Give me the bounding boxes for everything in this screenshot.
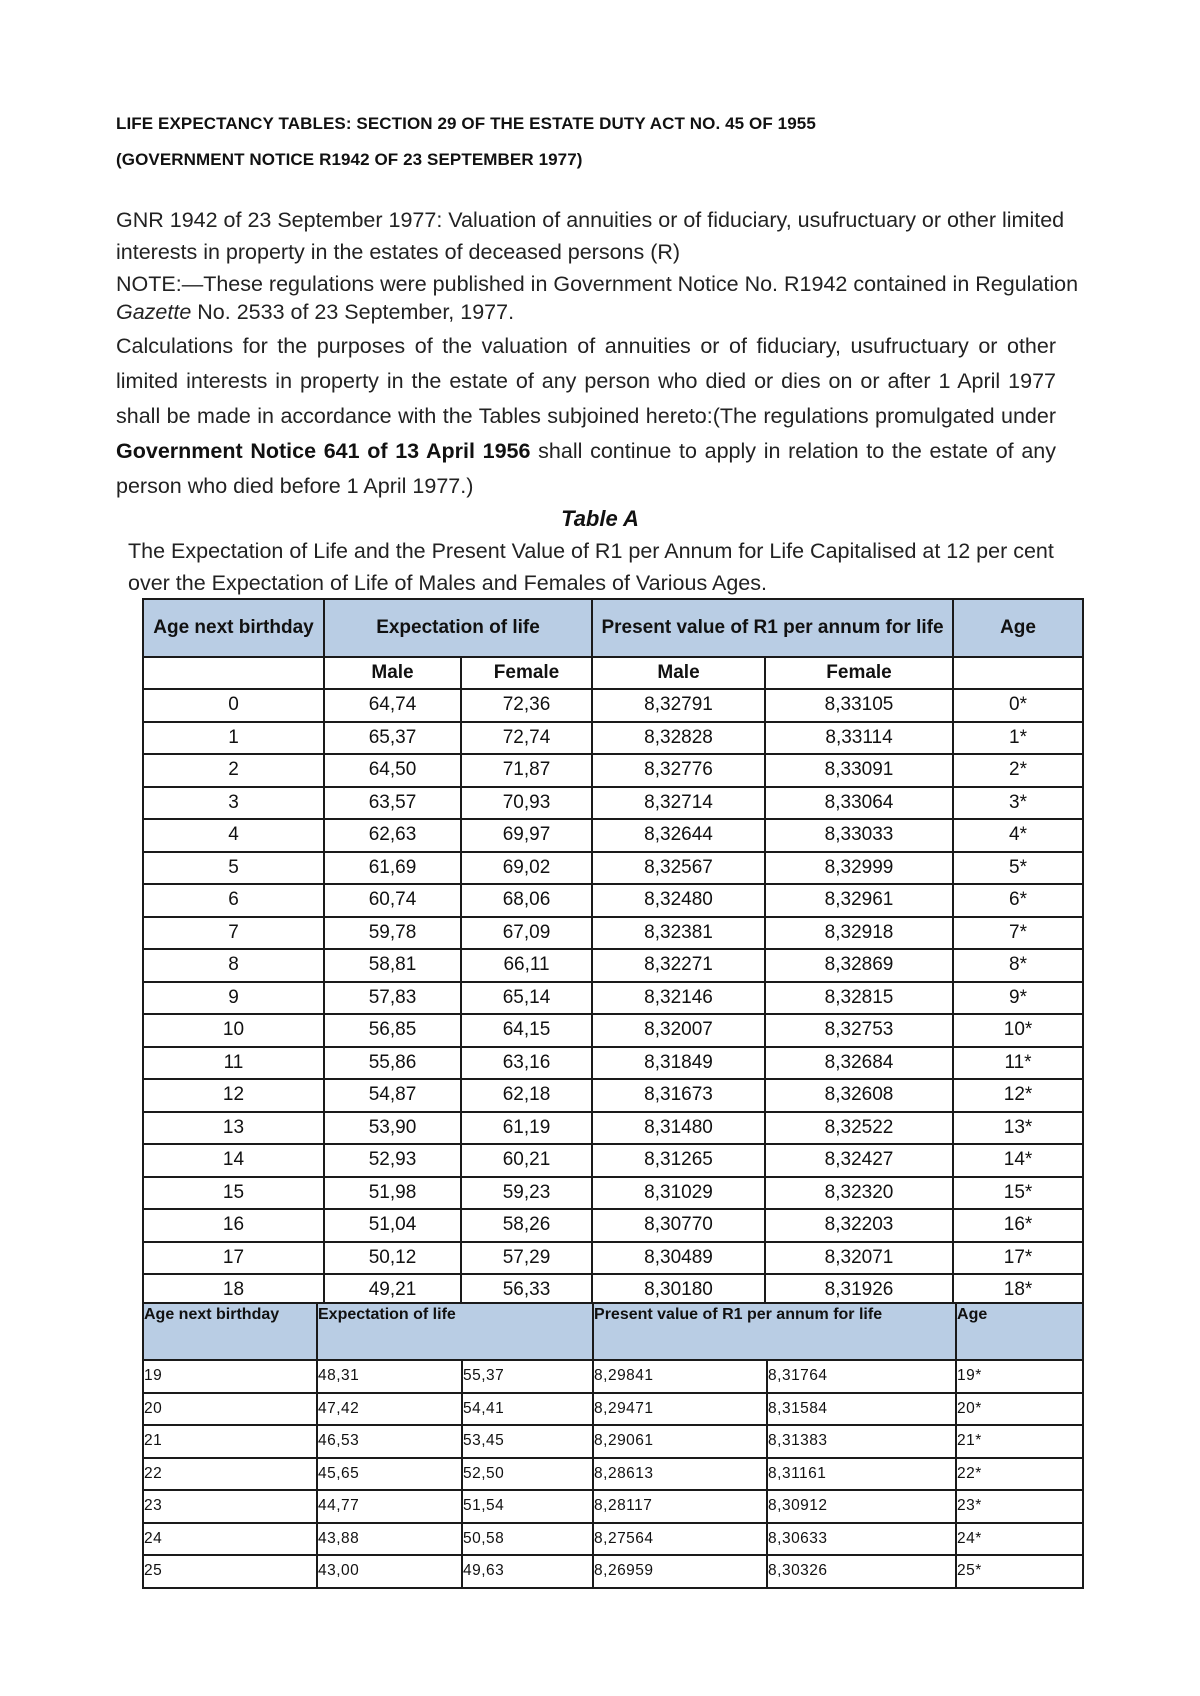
cell-expectation-female: 52,50: [462, 1458, 593, 1491]
table-row: [143, 1014, 1083, 1047]
cell-age: 14*: [953, 1144, 1083, 1177]
cell-expectation-male: 64,50: [324, 754, 461, 787]
cell-age-next-birthday: 2: [143, 754, 324, 787]
cell-value-female: 8,33114: [765, 722, 953, 755]
cell-expectation-female: 50,58: [462, 1523, 593, 1556]
cell-value-male: 8,29061: [593, 1425, 767, 1458]
cell-value-female: 8,33033: [765, 819, 953, 852]
cell-age: 20*: [956, 1393, 1083, 1426]
table-b-header-row: [143, 1303, 1083, 1360]
cell-age: 21*: [956, 1425, 1083, 1458]
cell-value-female: 8,32815: [765, 982, 953, 1015]
cell-age-next-birthday: 16: [143, 1209, 324, 1242]
cell-value-female: 8,30633: [767, 1523, 956, 1556]
cell-age: 15*: [953, 1177, 1083, 1210]
table-row: [143, 1144, 1083, 1177]
cell-value-female: 8,31764: [767, 1360, 956, 1393]
cell-value-female: 8,32320: [765, 1177, 953, 1210]
cell-age: 12*: [953, 1079, 1083, 1112]
cell-expectation-female: 71,87: [461, 754, 592, 787]
table-a-body: [143, 689, 1083, 1307]
cell-value-female: 8,32999: [765, 852, 953, 885]
cell-age: 2*: [953, 754, 1083, 787]
subheader-blank: [953, 657, 1083, 689]
cell-expectation-male: 49,21: [324, 1274, 461, 1307]
cell-expectation-male: 57,83: [324, 982, 461, 1015]
cell-age-next-birthday: 1: [143, 722, 324, 755]
cell-value-female: 8,30326: [767, 1555, 956, 1588]
cell-age: 13*: [953, 1112, 1083, 1145]
cell-value-male: 8,30489: [592, 1242, 765, 1275]
cell-value-male: 8,29471: [593, 1393, 767, 1426]
cell-value-male: 8,32791: [592, 689, 765, 722]
table-row: [143, 1393, 1083, 1426]
table-row: [143, 1209, 1083, 1242]
col-present-value: Present value of R1 per annum for life: [592, 599, 953, 657]
cell-expectation-female: 72,74: [461, 722, 592, 755]
cell-expectation-female: 60,21: [461, 1144, 592, 1177]
gnr-paragraph: GNR 1942 of 23 September 1977: Valuation of annuities or of fiduciary, usufructuary or other limited interests in property in the estates of deceased persons (R): [116, 208, 1065, 264]
cell-age-next-birthday: 10: [143, 1014, 324, 1047]
cell-age-next-birthday: 18: [143, 1274, 324, 1307]
table-row: [143, 949, 1083, 982]
cell-age: 11*: [953, 1047, 1083, 1080]
cell-age-next-birthday: 23: [143, 1490, 317, 1523]
cell-expectation-male: 48,31: [317, 1360, 462, 1393]
table-row: [143, 1112, 1083, 1145]
table-a-description: The Expectation of Life and the Present Value of R1 per Annum for Life Capitalised at 12 per cent over the Expectation of Life of Males and Females of Various Ages.: [128, 539, 1054, 595]
cell-expectation-male: 46,53: [317, 1425, 462, 1458]
cell-value-female: 8,32427: [765, 1144, 953, 1177]
subheader-expectation-male: Male: [324, 657, 461, 689]
cell-expectation-female: 58,26: [461, 1209, 592, 1242]
cell-age-next-birthday: 20: [143, 1393, 317, 1426]
cell-age: 19*: [956, 1360, 1083, 1393]
cell-age: 17*: [953, 1242, 1083, 1275]
cell-value-male: 8,31029: [592, 1177, 765, 1210]
cell-expectation-female: 64,15: [461, 1014, 592, 1047]
cell-expectation-male: 43,88: [317, 1523, 462, 1556]
cell-expectation-male: 54,87: [324, 1079, 461, 1112]
cell-expectation-female: 56,33: [461, 1274, 592, 1307]
cell-value-female: 8,33064: [765, 787, 953, 820]
document-title: LIFE EXPECTANCY TABLES: SECTION 29 OF THE ESTATE DUTY ACT NO. 45 OF 1955: [116, 114, 816, 133]
cell-value-female: 8,33105: [765, 689, 953, 722]
cell-value-female: 8,31383: [767, 1425, 956, 1458]
cell-age-next-birthday: 21: [143, 1425, 317, 1458]
cell-value-female: 8,32918: [765, 917, 953, 950]
cell-expectation-male: 45,65: [317, 1458, 462, 1491]
cell-value-male: 8,28613: [593, 1458, 767, 1491]
cell-expectation-female: 51,54: [462, 1490, 593, 1523]
cell-expectation-female: 69,97: [461, 819, 592, 852]
cell-age-next-birthday: 11: [143, 1047, 324, 1080]
table-row: [143, 1523, 1083, 1556]
cell-expectation-male: 61,69: [324, 852, 461, 885]
cell-value-male: 8,32567: [592, 852, 765, 885]
cell-value-male: 8,30770: [592, 1209, 765, 1242]
table-row: [143, 917, 1083, 950]
cell-expectation-male: 56,85: [324, 1014, 461, 1047]
life-expectancy-table-a: [142, 598, 1084, 1308]
cell-expectation-female: 61,19: [461, 1112, 592, 1145]
cell-value-female: 8,30912: [767, 1490, 956, 1523]
cell-age: 3*: [953, 787, 1083, 820]
cell-value-male: 8,32776: [592, 754, 765, 787]
document-subtitle: (GOVERNMENT NOTICE R1942 OF 23 SEPTEMBER 1977): [116, 150, 583, 169]
subheader-value-female: Female: [765, 657, 953, 689]
table-b-body: [143, 1360, 1083, 1588]
cell-age: 7*: [953, 917, 1083, 950]
cell-expectation-male: 62,63: [324, 819, 461, 852]
col-age-next-birthday: Age next birthday: [143, 599, 324, 657]
cell-value-male: 8,32381: [592, 917, 765, 950]
subheader-value-male: Male: [592, 657, 765, 689]
cell-expectation-male: 43,00: [317, 1555, 462, 1588]
table-row: [143, 884, 1083, 917]
cell-age: 5*: [953, 852, 1083, 885]
cell-value-female: 8,32071: [765, 1242, 953, 1275]
cell-expectation-male: 55,86: [324, 1047, 461, 1080]
cell-age-next-birthday: 13: [143, 1112, 324, 1145]
cell-expectation-male: 51,04: [324, 1209, 461, 1242]
cell-value-male: 8,31673: [592, 1079, 765, 1112]
table-row: [143, 982, 1083, 1015]
cell-expectation-male: 60,74: [324, 884, 461, 917]
table-row: [143, 819, 1083, 852]
cell-age: 25*: [956, 1555, 1083, 1588]
cell-expectation-female: 59,23: [461, 1177, 592, 1210]
table-row: [143, 1047, 1083, 1080]
life-expectancy-table-b: [142, 1302, 1084, 1589]
cell-age-next-birthday: 3: [143, 787, 324, 820]
table-a-subheader-row: [143, 657, 1083, 689]
cell-age: 0*: [953, 689, 1083, 722]
cell-value-male: 8,31265: [592, 1144, 765, 1177]
cell-value-male: 8,32714: [592, 787, 765, 820]
col-age: Age: [956, 1303, 1083, 1360]
cell-expectation-male: 51,98: [324, 1177, 461, 1210]
cell-expectation-male: 63,57: [324, 787, 461, 820]
subheader-expectation-female: Female: [461, 657, 592, 689]
calc-text-a: Calculations for the purposes of the valuation of annuities or of fiduciary, usufructuary or other limited interests in property in the estate of any person who died or dies on or after 1 April 1977 shall be made in accordance with the Tables subjoined hereto:(The regulations promulgated under: [116, 334, 1056, 428]
cell-value-female: 8,31926: [765, 1274, 953, 1307]
cell-expectation-female: 69,02: [461, 852, 592, 885]
note-paragraph: [116, 270, 1096, 326]
cell-age-next-birthday: 8: [143, 949, 324, 982]
cell-age-next-birthday: 6: [143, 884, 324, 917]
col-present-value: Present value of R1 per annum for life: [593, 1303, 956, 1360]
cell-expectation-male: 53,90: [324, 1112, 461, 1145]
cell-value-female: 8,32753: [765, 1014, 953, 1047]
calc-notice-reference: Government Notice 641 of 13 April 1956: [116, 439, 531, 463]
cell-value-female: 8,32608: [765, 1079, 953, 1112]
cell-expectation-male: 64,74: [324, 689, 461, 722]
col-age: Age: [953, 599, 1083, 657]
cell-value-male: 8,28117: [593, 1490, 767, 1523]
cell-age: 1*: [953, 722, 1083, 755]
table-row: [143, 1425, 1083, 1458]
table-row: [143, 1360, 1083, 1393]
cell-expectation-female: 65,14: [461, 982, 592, 1015]
cell-value-female: 8,32522: [765, 1112, 953, 1145]
table-row: [143, 754, 1083, 787]
cell-age-next-birthday: 9: [143, 982, 324, 1015]
table-a-caption: Table A: [561, 506, 639, 531]
cell-expectation-female: 68,06: [461, 884, 592, 917]
cell-expectation-female: 70,93: [461, 787, 592, 820]
cell-value-male: 8,32644: [592, 819, 765, 852]
cell-age: 16*: [953, 1209, 1083, 1242]
cell-value-female: 8,32869: [765, 949, 953, 982]
table-row: [143, 1490, 1083, 1523]
cell-age: 9*: [953, 982, 1083, 1015]
col-age-next-birthday: Age next birthday: [143, 1303, 317, 1360]
cell-age-next-birthday: 22: [143, 1458, 317, 1491]
cell-expectation-female: 57,29: [461, 1242, 592, 1275]
cell-expectation-male: 52,93: [324, 1144, 461, 1177]
table-row: [143, 689, 1083, 722]
cell-value-male: 8,27564: [593, 1523, 767, 1556]
table-a-header-row: [143, 599, 1083, 657]
cell-expectation-female: 66,11: [461, 949, 592, 982]
cell-value-male: 8,31480: [592, 1112, 765, 1145]
cell-expectation-female: 49,63: [462, 1555, 593, 1588]
cell-age-next-birthday: 12: [143, 1079, 324, 1112]
cell-age-next-birthday: 25: [143, 1555, 317, 1588]
note-text-a: NOTE:—These regulations were published in Government Notice No. R1942 contained in Regulation: [116, 272, 1079, 296]
cell-value-male: 8,32271: [592, 949, 765, 982]
calculation-paragraph: [116, 329, 1056, 504]
cell-age-next-birthday: 17: [143, 1242, 324, 1275]
note-gazette: Gazette: [116, 300, 192, 324]
cell-age: 6*: [953, 884, 1083, 917]
cell-value-female: 8,31584: [767, 1393, 956, 1426]
calc-text-c: shall continue to apply in relation to the estate of any person who died before 1 April 1977.): [116, 439, 1056, 498]
cell-expectation-male: 58,81: [324, 949, 461, 982]
cell-age-next-birthday: 14: [143, 1144, 324, 1177]
table-row: [143, 1555, 1083, 1588]
cell-value-female: 8,32961: [765, 884, 953, 917]
cell-expectation-female: 54,41: [462, 1393, 593, 1426]
cell-value-male: 8,29841: [593, 1360, 767, 1393]
cell-expectation-male: 65,37: [324, 722, 461, 755]
col-expectation-of-life: Expectation of life: [324, 599, 592, 657]
cell-value-male: 8,32007: [592, 1014, 765, 1047]
note-text-c: No. 2533 of 23 September, 1977.: [197, 300, 515, 324]
cell-expectation-male: 50,12: [324, 1242, 461, 1275]
cell-value-male: 8,30180: [592, 1274, 765, 1307]
cell-value-female: 8,31161: [767, 1458, 956, 1491]
table-row: [143, 1458, 1083, 1491]
subheader-blank: [143, 657, 324, 689]
cell-age: 22*: [956, 1458, 1083, 1491]
cell-age-next-birthday: 15: [143, 1177, 324, 1210]
cell-expectation-female: 72,36: [461, 689, 592, 722]
table-row: [143, 1177, 1083, 1210]
cell-age: 4*: [953, 819, 1083, 852]
cell-age: 23*: [956, 1490, 1083, 1523]
cell-expectation-male: 59,78: [324, 917, 461, 950]
cell-expectation-female: 67,09: [461, 917, 592, 950]
cell-expectation-male: 47,42: [317, 1393, 462, 1426]
cell-age: 10*: [953, 1014, 1083, 1047]
cell-value-male: 8,32480: [592, 884, 765, 917]
cell-age-next-birthday: 19: [143, 1360, 317, 1393]
cell-age: 8*: [953, 949, 1083, 982]
cell-value-male: 8,32828: [592, 722, 765, 755]
cell-age-next-birthday: 24: [143, 1523, 317, 1556]
table-row: [143, 722, 1083, 755]
cell-value-female: 8,33091: [765, 754, 953, 787]
table-row: [143, 852, 1083, 885]
cell-value-male: 8,26959: [593, 1555, 767, 1588]
cell-expectation-male: 44,77: [317, 1490, 462, 1523]
cell-expectation-female: 63,16: [461, 1047, 592, 1080]
cell-value-male: 8,32146: [592, 982, 765, 1015]
cell-expectation-female: 55,37: [462, 1360, 593, 1393]
cell-expectation-female: 62,18: [461, 1079, 592, 1112]
cell-age: 24*: [956, 1523, 1083, 1556]
table-row: [143, 787, 1083, 820]
cell-age-next-birthday: 7: [143, 917, 324, 950]
table-row: [143, 1242, 1083, 1275]
cell-age-next-birthday: 5: [143, 852, 324, 885]
cell-age-next-birthday: 4: [143, 819, 324, 852]
cell-value-female: 8,32203: [765, 1209, 953, 1242]
cell-expectation-female: 53,45: [462, 1425, 593, 1458]
col-expectation-of-life: Expectation of life: [317, 1303, 593, 1360]
table-row: [143, 1079, 1083, 1112]
cell-age-next-birthday: 0: [143, 689, 324, 722]
cell-value-female: 8,32684: [765, 1047, 953, 1080]
cell-value-male: 8,31849: [592, 1047, 765, 1080]
cell-age: 18*: [953, 1274, 1083, 1307]
